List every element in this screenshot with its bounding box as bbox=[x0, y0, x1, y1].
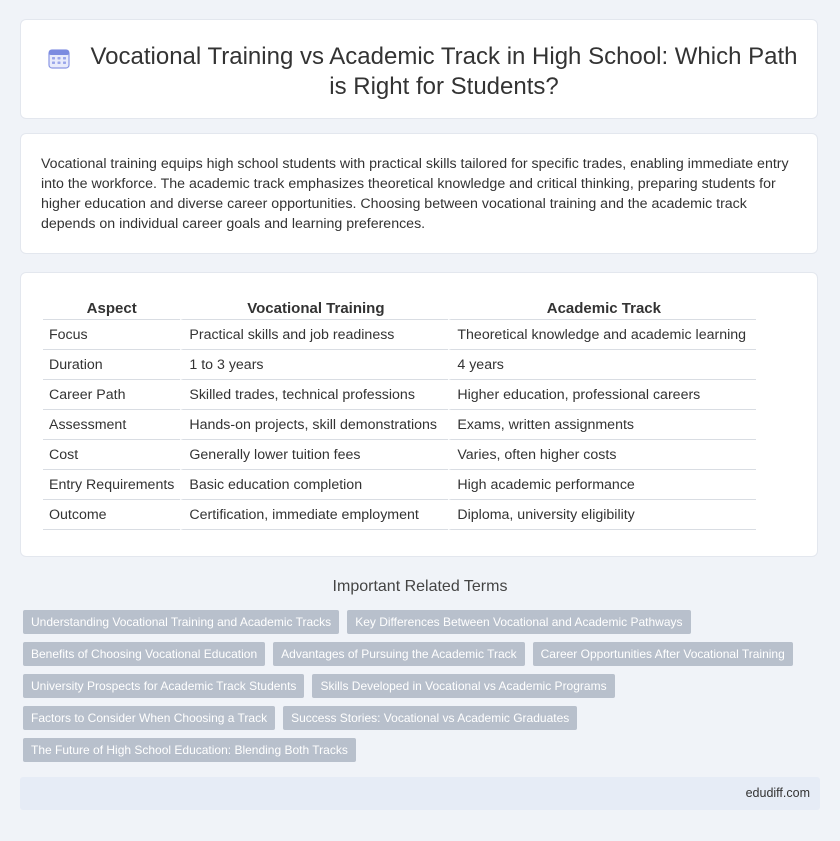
table-row bbox=[43, 350, 756, 380]
intro-card bbox=[20, 133, 818, 254]
table-header-row bbox=[43, 297, 756, 320]
related-term-tag[interactable]: Advantages of Pursuing the Academic Track bbox=[273, 642, 524, 666]
table-row bbox=[43, 440, 756, 470]
footer bbox=[20, 777, 820, 810]
related-term-tag[interactable]: Factors to Consider When Choosing a Track bbox=[23, 706, 275, 730]
related-term-tag[interactable]: Skills Developed in Vocational vs Academic Programs bbox=[312, 674, 614, 698]
related-terms-list bbox=[23, 610, 823, 770]
title-card bbox=[20, 19, 818, 119]
table-cell: Outcome bbox=[43, 500, 180, 530]
table-cell: Skilled trades, technical professions bbox=[180, 380, 448, 410]
related-terms-heading: Important Related Terms bbox=[332, 578, 508, 595]
related-term-tag[interactable]: Key Differences Between Vocational and Academic Pathways bbox=[347, 610, 690, 634]
table-row bbox=[43, 410, 756, 440]
table-cell: Generally lower tuition fees bbox=[180, 440, 448, 470]
header-vocational: Vocational Training bbox=[180, 297, 448, 320]
comparison-card bbox=[20, 272, 818, 557]
table-row bbox=[43, 380, 756, 410]
related-term-tag[interactable]: Benefits of Choosing Vocational Education bbox=[23, 642, 265, 666]
table-cell: Exams, written assignments bbox=[448, 410, 756, 440]
table-cell: Duration bbox=[43, 350, 180, 380]
table-row bbox=[43, 470, 756, 500]
related-term-tag[interactable]: Understanding Vocational Training and Academic Tracks bbox=[23, 610, 339, 634]
related-term-tag[interactable]: University Prospects for Academic Track Students bbox=[23, 674, 304, 698]
header-academic: Academic Track bbox=[448, 297, 756, 320]
table-cell: Varies, often higher costs bbox=[448, 440, 756, 470]
table-cell: Practical skills and job readiness bbox=[180, 320, 448, 350]
table-cell: Hands-on projects, skill demonstrations bbox=[180, 410, 448, 440]
table-cell: Higher education, professional careers bbox=[448, 380, 756, 410]
site-name[interactable]: edudiff.com bbox=[745, 786, 810, 800]
table-cell: Diploma, university eligibility bbox=[448, 500, 756, 530]
comparison-table bbox=[43, 297, 756, 530]
intro-paragraph: Vocational training equips high school students with practical skills tailored for specific trades, enabling immediate entry into the workforce. The academic track emphasizes theoretical knowledge and critical thinking, preparing students for higher education and diverse career opportunities. Choosing between vocational training and the academic track depends on individual career goals and learning preferences. bbox=[41, 156, 789, 232]
header-aspect: Aspect bbox=[43, 297, 180, 320]
table-cell: Entry Requirements bbox=[43, 470, 180, 500]
table-cell: Assessment bbox=[43, 410, 180, 440]
page-title: Vocational Training vs Academic Track in High School: Which Path is Right for Students? bbox=[90, 43, 798, 100]
related-term-tag[interactable]: The Future of High School Education: Blending Both Tracks bbox=[23, 738, 356, 762]
table-row bbox=[43, 320, 756, 350]
table-row bbox=[43, 500, 756, 530]
table-cell: High academic performance bbox=[448, 470, 756, 500]
table-cell: 4 years bbox=[448, 350, 756, 380]
related-term-tag[interactable]: Success Stories: Vocational vs Academic Graduates bbox=[283, 706, 577, 730]
table-cell: Career Path bbox=[43, 380, 180, 410]
table-cell: Focus bbox=[43, 320, 180, 350]
table-cell: Theoretical knowledge and academic learning bbox=[448, 320, 756, 350]
related-term-tag[interactable]: Career Opportunities After Vocational Training bbox=[533, 642, 793, 666]
table-cell: Basic education completion bbox=[180, 470, 448, 500]
table-cell: Cost bbox=[43, 440, 180, 470]
table-cell: Certification, immediate employment bbox=[180, 500, 448, 530]
calendar-icon bbox=[48, 47, 70, 69]
table-cell: 1 to 3 years bbox=[180, 350, 448, 380]
